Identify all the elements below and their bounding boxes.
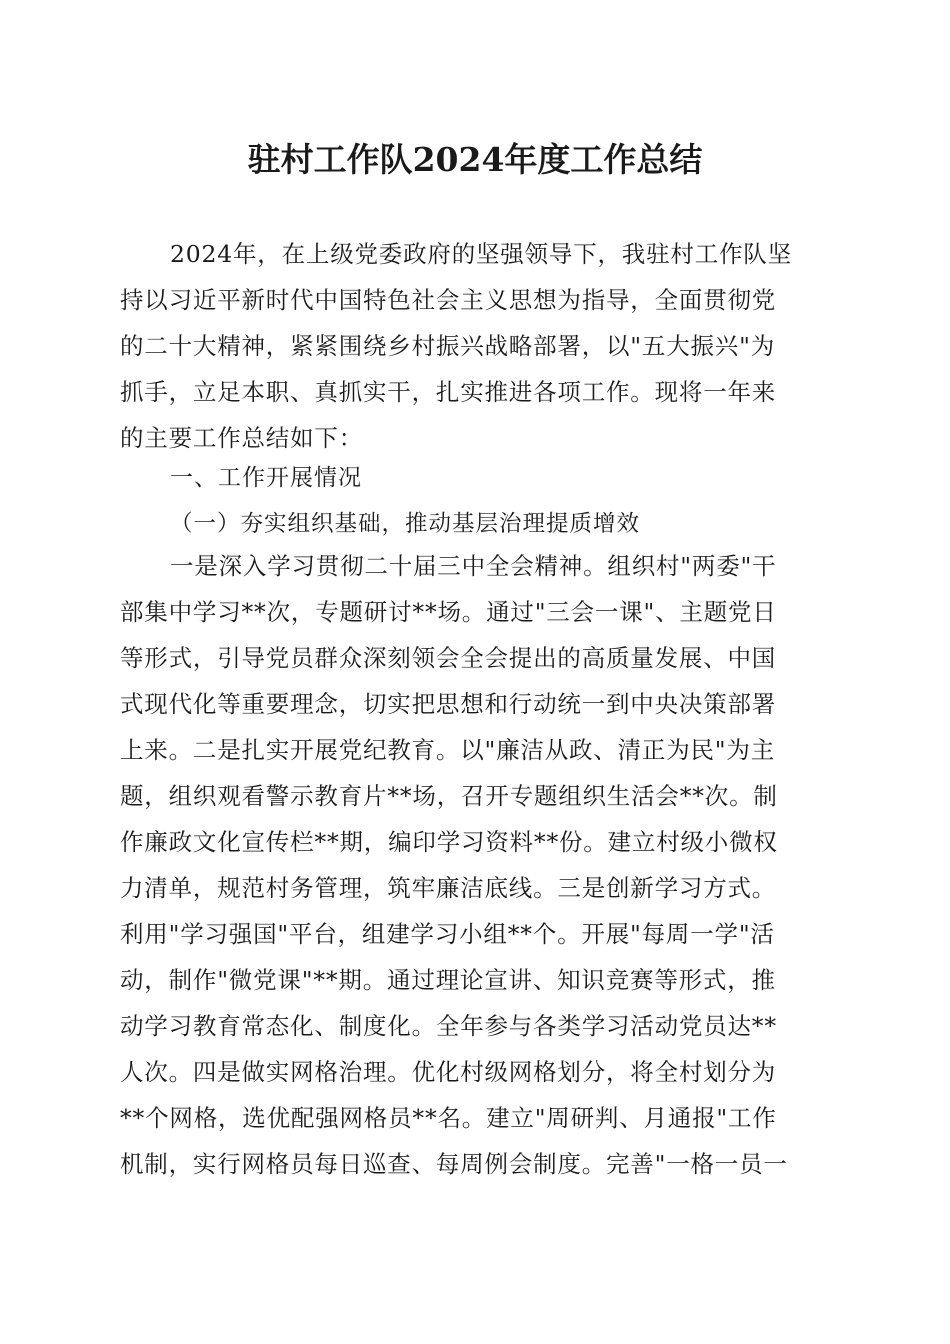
body-line: 机制，实行网格员每日巡查、每周例会制度。完善"一格一员一 [120,1150,788,1178]
body-line: 式现代化等重要理念，切实把思想和行动统一到中央决策部署 [120,690,777,718]
body-line: **个网格，选优配强网格员**名。建立"周研判、月通报"工作 [120,1104,777,1132]
intro-line: 持以习近平新时代中国特色社会主义思想为指导，全面贯彻党 [120,286,777,314]
body-line: 等形式，引导党员群众深刻领会全会提出的高质量发展、中国 [120,644,777,672]
body-line: 人次。四是做实网格治理。优化村级网格划分，将全村划分为 [120,1058,777,1086]
section-heading: 一、工作开展情况 [170,465,362,491]
body-line: 上来。二是扎实开展党纪教育。以"廉洁从政、清正为民"为主 [120,736,776,764]
intro-line: 抓手，立足本职、真抓实干，扎实推进各项工作。现将一年来 [120,378,777,406]
body-line: 利用"学习强国"平台，组建学习小组**个。开展"每周一学"活 [120,920,775,948]
body-line: 部集中学习**次，专题研讨**场。通过"三会一课"、主题党日 [120,598,777,626]
document-title: 驻村工作队2024年度工作总结 [247,140,703,179]
body-line: 作廉政文化宣传栏**期，编印学习资料**份。建立村级小微权 [120,828,778,856]
body-line: 动，制作"微党课"**期。通过理论宣讲、知识竞赛等形式，推 [120,966,776,994]
subsection-heading: （一）夯实组织基础，推动基层治理提质增效 [170,511,641,537]
body-line: 动学习教育常态化、制度化。全年参与各类学习活动党员达** [120,1012,777,1040]
body-line: 一是深入学习贯彻二十届三中全会精神。组织村"两委"干 [170,552,777,580]
body-line: 力清单，规范村务管理，筑牢廉洁底线。三是创新学习方式。 [120,874,777,902]
intro-line: 的二十大精神，紧紧围绕乡村振兴战略部署，以"五大振兴"为 [120,332,776,360]
body-line: 题，组织观看警示教育片**场，召开专题组织生活会**次。制 [120,782,778,810]
intro-line: 的主要工作总结如下： [120,424,363,452]
intro-line: 2024年，在上级党委政府的坚强领导下，我驻村工作队坚 [170,240,792,268]
